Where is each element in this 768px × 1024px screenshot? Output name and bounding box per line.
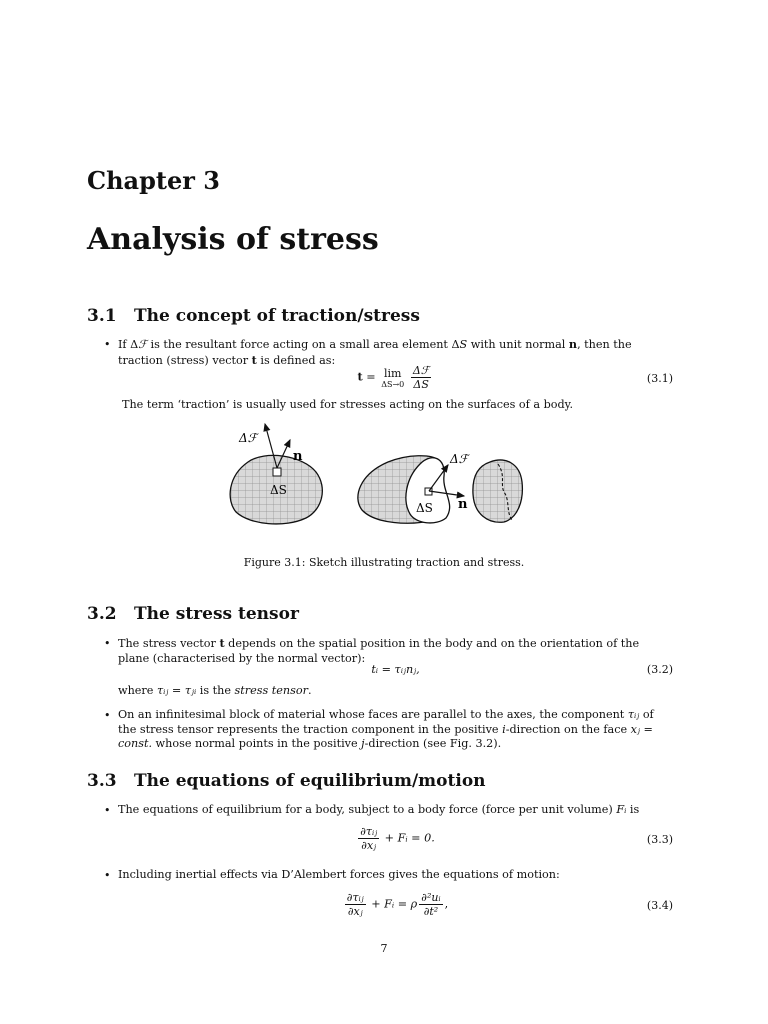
figure-caption: Figure 3.1: Sketch illustrating traction and stress. bbox=[243, 556, 525, 569]
math-Fi: Fᵢ bbox=[616, 803, 627, 816]
text-run: where bbox=[118, 684, 157, 697]
section-number: 3.3 bbox=[87, 771, 117, 791]
text-run: depends on the spatial position in the body and on the orientation of the plane (characterised by the normal vector): bbox=[118, 637, 640, 665]
text-run: , then the traction (stress) vector bbox=[118, 338, 632, 367]
math-i: i bbox=[502, 722, 506, 736]
text-run: If Δ bbox=[118, 338, 139, 351]
eq-equals: = bbox=[362, 370, 380, 384]
fraction-denominator: ∂xⱼ bbox=[347, 905, 363, 918]
paragraph-infinitesimal-block bbox=[118, 708, 673, 752]
section-heading-3-1 bbox=[87, 306, 420, 326]
math-j: j bbox=[361, 737, 365, 750]
text-run: . bbox=[307, 684, 312, 697]
equation-3-4 bbox=[118, 891, 673, 921]
text-run: is defined as: bbox=[256, 353, 336, 367]
equation-number: (3.2) bbox=[646, 663, 673, 676]
paragraph-equilibrium bbox=[118, 803, 673, 818]
lim-subscript: ΔS→0 bbox=[381, 379, 405, 389]
fraction-numerator: ∂τᵢⱼ bbox=[360, 825, 378, 838]
equation-3-1 bbox=[118, 364, 673, 394]
equation-number: (3.1) bbox=[646, 372, 673, 385]
equation-body bbox=[118, 825, 673, 852]
section-title: The stress tensor bbox=[134, 604, 299, 624]
section-title: The concept of traction/stress bbox=[134, 306, 420, 326]
figure-traction-sketch bbox=[210, 420, 540, 535]
bullet-icon: • bbox=[104, 869, 111, 882]
fraction bbox=[411, 364, 432, 391]
equation-3-3 bbox=[118, 825, 673, 855]
term-stress-tensor: stress tensor bbox=[234, 684, 308, 697]
bullet-icon: • bbox=[104, 338, 111, 351]
math-xj: xⱼ = const. bbox=[118, 722, 653, 750]
section-number: 3.1 bbox=[87, 306, 117, 326]
right-piece-shape bbox=[473, 460, 522, 522]
bullet-icon: • bbox=[104, 804, 111, 817]
eq-rest: + Fᵢ = 0. bbox=[381, 831, 435, 845]
stress-tensor-definition bbox=[118, 684, 673, 699]
page-number: 7 bbox=[380, 942, 388, 955]
eq-end: , bbox=[444, 897, 449, 911]
fraction-denominator: ∂xⱼ bbox=[361, 839, 377, 852]
section-heading-3-2 bbox=[87, 604, 299, 624]
equation-body bbox=[118, 891, 673, 918]
math-t: t bbox=[219, 636, 225, 650]
math-F: ℱ bbox=[138, 338, 147, 351]
text-run: is the resultant force acting on a small area element Δ bbox=[147, 338, 460, 351]
text-run: On an infinitesimal block of material whose faces are parallel to the axes, the component bbox=[118, 708, 628, 721]
fraction-numerator: ∂²uᵢ bbox=[421, 891, 441, 904]
lim-text: lim bbox=[384, 366, 402, 380]
text-run: with unit normal bbox=[467, 338, 569, 351]
fraction-numerator: ∂τᵢⱼ bbox=[346, 891, 364, 904]
left-area-label: ΔS bbox=[270, 483, 287, 497]
cut-area-label: ΔS bbox=[416, 501, 433, 515]
math-S: S bbox=[459, 338, 468, 351]
section-title: The equations of equilibrium/motion bbox=[134, 771, 486, 791]
chapter-title: Analysis of stress bbox=[87, 222, 379, 257]
equation-3-2 bbox=[118, 659, 673, 681]
math-symmetry: τᵢⱼ = τⱼᵢ bbox=[156, 684, 197, 697]
text-run: The equations of equilibrium for a body, subject to a body force (force per unit volume) bbox=[118, 803, 617, 816]
math-tau: τᵢⱼ bbox=[627, 708, 640, 721]
fraction-denominator: ΔS bbox=[413, 378, 429, 391]
left-normal-label: n bbox=[293, 449, 303, 464]
equation-number: (3.3) bbox=[646, 833, 673, 846]
chapter-label: Chapter 3 bbox=[87, 166, 220, 195]
text-run: whose normal points in the positive bbox=[152, 737, 362, 750]
text-run: is bbox=[626, 803, 640, 816]
fraction bbox=[419, 891, 442, 918]
fraction-denominator: ∂t² bbox=[423, 905, 439, 918]
left-force-label: Δℱ bbox=[239, 431, 258, 445]
paragraph-motion: Including inertial effects via D’Alembert forces gives the equations of motion: bbox=[118, 868, 560, 881]
left-area-element bbox=[273, 468, 281, 476]
cut-normal-label: n bbox=[458, 497, 468, 512]
traction-note: The term ‘traction’ is usually used for stresses acting on the surfaces of a body. bbox=[122, 398, 574, 411]
equation-number: (3.4) bbox=[646, 899, 673, 912]
fraction-numerator: Δℱ bbox=[412, 364, 430, 377]
section-heading-3-3 bbox=[87, 771, 486, 791]
eq-lhs: t bbox=[357, 369, 363, 384]
cut-force-label: Δℱ bbox=[450, 452, 469, 466]
text-run: of the stress tensor represents the traction component in the positive bbox=[118, 708, 654, 736]
math-n: n bbox=[568, 337, 578, 351]
equation-body: tᵢ = τᵢⱼnⱼ, bbox=[371, 663, 420, 676]
text-run: -direction (see Fig. 3.2). bbox=[364, 737, 502, 750]
bullet-icon: • bbox=[104, 709, 111, 722]
text-run: is the bbox=[196, 684, 235, 697]
eq-middle: + Fᵢ = ρ bbox=[367, 897, 418, 911]
text-run: The stress vector bbox=[118, 637, 220, 650]
limit-operator bbox=[381, 367, 404, 389]
math-t: t bbox=[251, 352, 257, 367]
bullet-icon: • bbox=[104, 637, 111, 650]
equation-body bbox=[118, 364, 673, 391]
fraction bbox=[358, 825, 379, 852]
fraction bbox=[345, 891, 366, 918]
section-number: 3.2 bbox=[87, 604, 117, 624]
text-run: -direction on the face bbox=[505, 722, 631, 736]
